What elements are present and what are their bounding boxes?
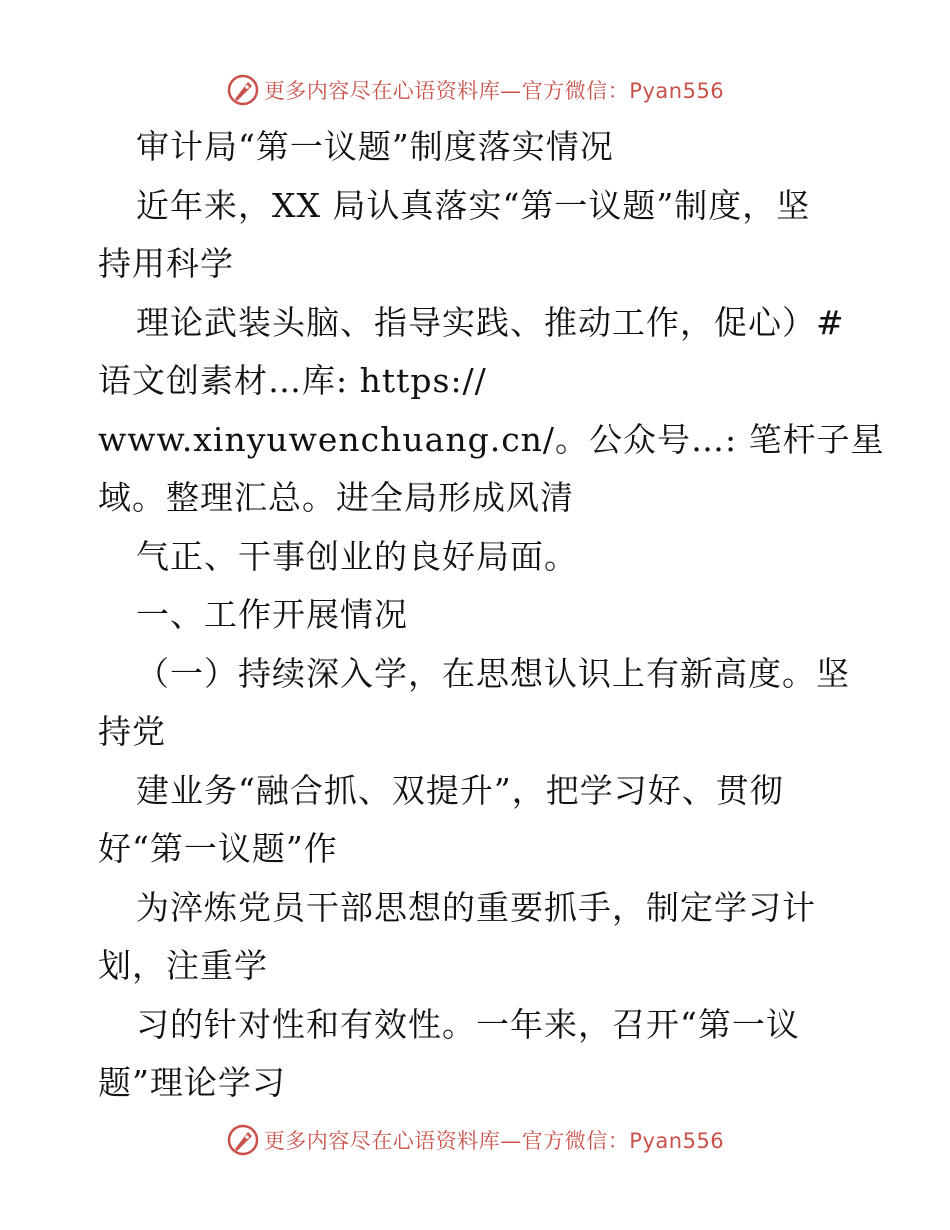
pen-nib-logo-icon (226, 1123, 260, 1157)
pen-nib-logo-icon (226, 73, 260, 107)
watermark-text: 更多内容尽在心语资料库—官方微信：Pyan556 (263, 1129, 725, 1153)
text-line: 域。整理汇总。进全局形成风清 (98, 478, 574, 517)
footer-watermark-banner (0, 1120, 950, 1160)
text-line: 为淬炼党员干部思想的重要抓手，制定学习计 (136, 887, 816, 927)
text-line: 语文创素材…库: https:// (98, 361, 487, 400)
text-line: www.xinyuwenchuang.cn/。公众号…: 笔杆子星 (98, 419, 885, 459)
text-line: 题”理论学习 (98, 1063, 286, 1102)
text-line: 划，注重学 (98, 946, 268, 985)
watermark-text: 更多内容尽在心语资料库—官方微信：Pyan556 (263, 79, 725, 103)
text-line: 好“第一议题”作 (98, 829, 338, 868)
text-line: 一、工作开展情况 (136, 595, 408, 634)
text-line: 习的针对性和有效性。一年来，召开“第一议 (136, 1004, 800, 1044)
text-line: 持用科学 (98, 244, 234, 283)
text-line: 气正、干事创业的良好局面。 (136, 536, 578, 576)
text-line: 持党 (98, 712, 166, 751)
document-body (98, 118, 898, 1113)
text-line: 理论武装头脑、指导实践、推动工作，促心）# (136, 302, 845, 342)
text-line: （一）持续深入学，在思想认识上有新高度。坚 (136, 653, 850, 693)
text-line: 近年来，XX 局认真落实“第一议题”制度，坚 (136, 185, 811, 225)
text-line: 建业务“融合抓、双提升”，把学习好、贯彻 (136, 770, 784, 810)
header-watermark-banner (0, 70, 950, 110)
text-line: 审计局“第一议题”制度落实情况 (136, 127, 614, 166)
